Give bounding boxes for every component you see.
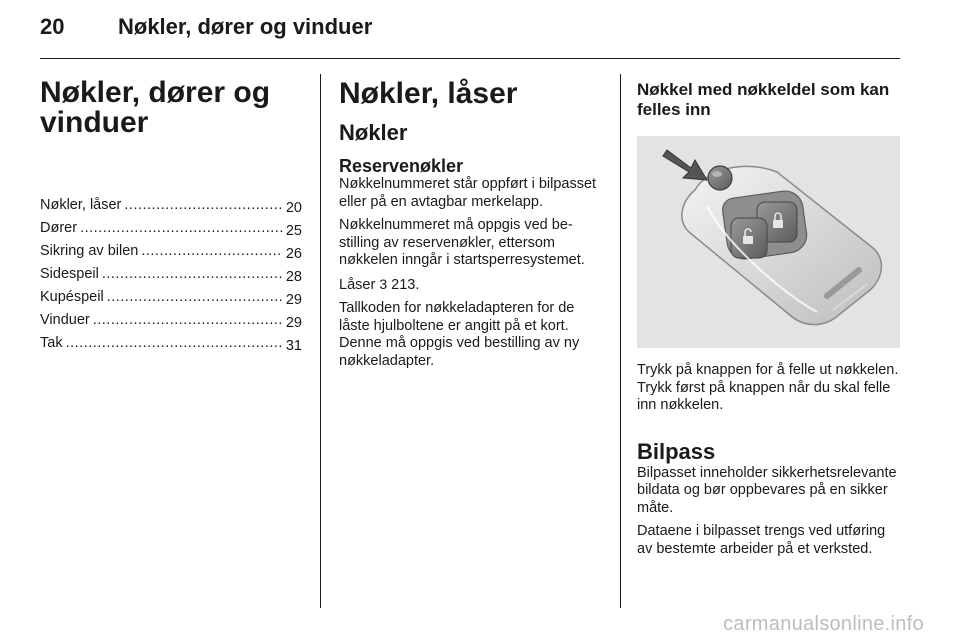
toc-entry[interactable] (40, 286, 302, 309)
reference-label: Låser (339, 276, 376, 293)
reference-page: 213. (387, 276, 420, 293)
body-paragraph: Nøkkelnummeret må oppgis ved bestilling av reservenøkler, ettersom nøkkelen inngår i startsperresystemet. (339, 217, 585, 268)
body-paragraph: Tallkoden for nøkkeladapteren for de låste hjulboltene er angitt på et kort. Denne må oppgis ved bestilling av ny nøkkeladapter. (339, 300, 580, 369)
column-divider (620, 74, 621, 608)
toc-entry[interactable] (40, 217, 302, 240)
toc-entry[interactable] (40, 240, 302, 263)
toc-entry-title: Vinduer (40, 312, 90, 328)
toc-entry-page: 29 (285, 315, 302, 331)
body-paragraph: Trykk på knappen for å felle ut nøkkelen. Trykk først på knappen når du skal felle inn nøkkelen. (637, 362, 899, 413)
body-paragraph: Nøkkelnummeret står oppført i bilpasset eller på en avtagbar merkelapp. (339, 176, 597, 210)
page-number: 20 (40, 14, 65, 39)
toc-entry-title: Sidespeil (40, 266, 99, 282)
body-paragraph: Bilpasset inneholder sikkerhetsrelevante bildata og bør oppbevares på en sikker måte. (637, 464, 897, 516)
section-title: Nøkler, låser (339, 77, 518, 110)
page-reference-icon: 3 (379, 275, 388, 292)
folding-key-icon (637, 136, 900, 348)
topic-title: Nøkkel med nøkkeldel som kan felles inn (637, 80, 890, 119)
body-paragraph: Dataene i bilpasset trengs ved utføring av bestemte arbeider på et verksted. (637, 523, 886, 557)
topic-title: Reservenøkler (339, 156, 464, 176)
page-header (40, 14, 900, 60)
toc-entry-page: 28 (285, 269, 302, 285)
keys-locks-column (339, 74, 603, 370)
toc-entry-title: Dører (40, 220, 78, 236)
folding-key-figure (637, 136, 900, 348)
toc-entry-page: 31 (285, 338, 302, 354)
folding-key-column (637, 74, 900, 558)
toc-entry[interactable] (40, 194, 302, 217)
toc-entry-title: Kupéspeil (40, 289, 104, 305)
chapter-title: Nøkler, dører og vinduer (40, 76, 271, 139)
toc-entry-page: 20 (285, 200, 302, 216)
chapter-column (40, 74, 302, 355)
toc-entry[interactable] (40, 263, 302, 286)
column-divider (320, 74, 321, 608)
toc-entry-title: Nøkler, låser (40, 197, 122, 213)
toc-entry-page: 26 (285, 246, 302, 262)
subsection-title: Nøkler (339, 120, 408, 145)
table-of-contents (40, 194, 302, 355)
toc-entry-title: Tak (40, 335, 63, 351)
toc-entry-title: Sikring av bilen (40, 243, 139, 259)
running-title: Nøkler, dører og vinduer (118, 14, 373, 39)
cross-reference[interactable] (339, 276, 603, 295)
subsection-title: Bilpass (637, 438, 716, 464)
header-rule (40, 58, 900, 59)
toc-entry-page: 29 (285, 292, 302, 308)
site-watermark: carmanualsonline.info (723, 613, 924, 635)
toc-entry[interactable] (40, 309, 302, 332)
toc-entry[interactable] (40, 332, 302, 355)
toc-entry-page: 25 (285, 223, 302, 239)
